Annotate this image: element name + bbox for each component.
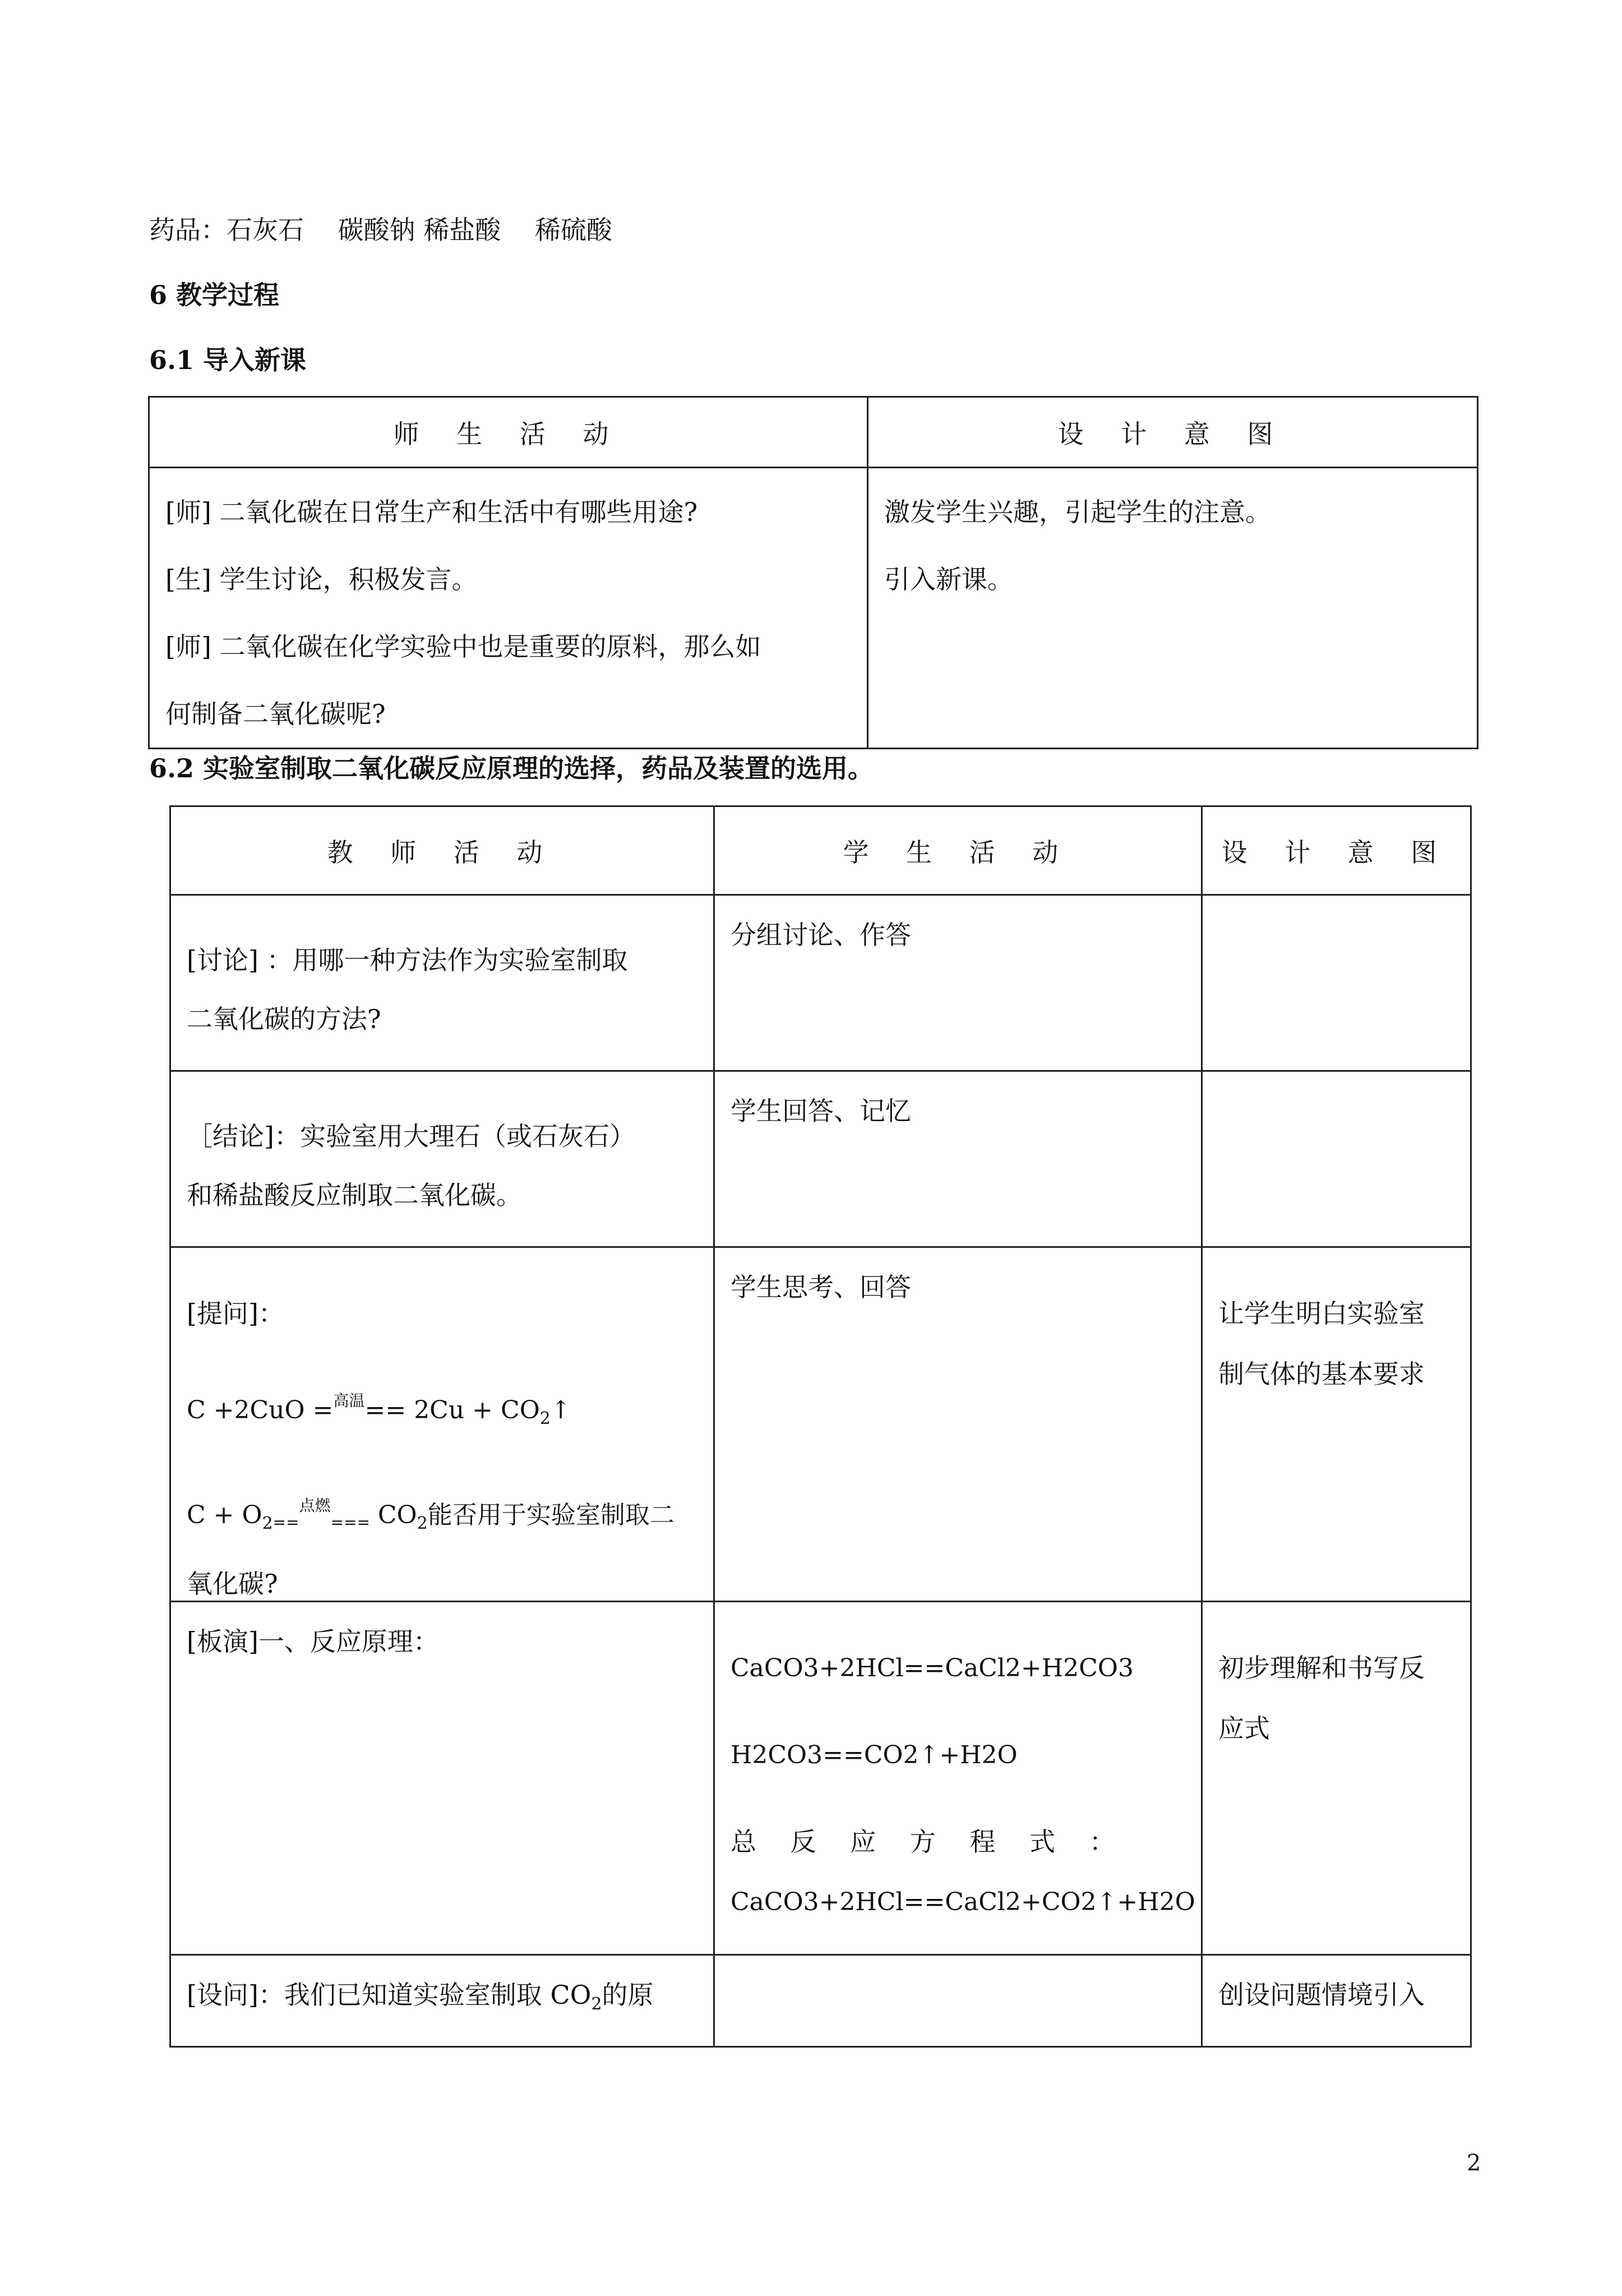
section-6-1-heading: 6.1 导入新课 [149, 345, 307, 375]
teacher-text: ［结论]：实验室用大理石（或石灰石） [187, 1121, 635, 1151]
intent-cell [1202, 1602, 1471, 1955]
section-6-heading: 6 教学过程 [149, 280, 280, 310]
intent-cell [1202, 1071, 1471, 1247]
principle-table [169, 805, 1472, 2048]
student-cell [714, 1071, 1202, 1247]
student-cell [714, 1247, 1202, 1602]
teacher-text: [板演]一、反应原理： [187, 1626, 439, 1657]
student-text: 学生回答、记忆 [731, 1096, 911, 1126]
equation-carbon-copper-oxide: $C +2CuO =^{高温}== 2Cu + CO_2↑$ [187, 1391, 571, 1428]
section-6-2-heading: 6.2 实验室制取二氧化碳反应原理的选择，药品及装置的选用。 [149, 753, 874, 783]
student-cell [714, 895, 1202, 1071]
overall-equation: CaCO3+2HCl==CaCl2+CO2↑+H2O [731, 1888, 1195, 1916]
intro-intent-cell [868, 468, 1478, 749]
intent-text: 创设问题情境引入 [1218, 1980, 1425, 2010]
intro-line-1: [师] 二氧化碳在日常生产和生活中有哪些用途? [165, 497, 698, 527]
teacher-text: 二氧化碳的方法? [187, 1004, 381, 1034]
table-row [170, 1602, 1471, 1955]
teacher-cell [170, 1247, 714, 1602]
teacher-cell [170, 1071, 714, 1247]
intro-table [148, 396, 1478, 749]
table-row [170, 895, 1471, 1071]
student-text: 学生思考、回答 [731, 1272, 911, 1302]
header-design-intent: 设 计 意 图 [868, 397, 1478, 468]
intro-line-3: [师] 二氧化碳在化学实验中也是重要的原料，那么如 [165, 631, 761, 662]
header-teacher-student-activity: 师 生 活 动 [149, 397, 868, 468]
intro-table-row [149, 468, 1478, 749]
page-number: 2 [1467, 2150, 1481, 2176]
intent-text: 初步理解和书写反 [1218, 1653, 1425, 1683]
overall-equation-label: 总 反 应 方 程 式 ： [731, 1827, 1115, 1857]
intent-cell [1202, 1955, 1471, 2047]
teacher-text: 和稀盐酸反应制取二氧化碳。 [187, 1180, 522, 1210]
intro-line-2: [生] 学生讨论，积极发言。 [165, 564, 478, 594]
student-cell [714, 1955, 1202, 2047]
principle-table-header [170, 806, 1471, 895]
intent-text: 制气体的基本要求 [1218, 1359, 1425, 1389]
table-row [170, 1247, 1471, 1602]
intent-text: 应式 [1218, 1713, 1270, 1744]
teacher-cell [170, 895, 714, 1071]
teacher-text: 氧化碳? [187, 1569, 278, 1599]
intro-activity-cell [149, 468, 868, 749]
equation-carbon-oxygen: $C + O_2==^{点燃}=== CO_2$能否用于实验室制取二 [187, 1496, 674, 1533]
equation-step-2: H2CO3==CO2↑+H2O [731, 1741, 1018, 1769]
intent-text: 让学生明白实验室 [1218, 1298, 1425, 1329]
teacher-cell [170, 1602, 714, 1955]
teacher-text: [讨论] ：用哪一种方法作为实验室制取 [187, 945, 628, 975]
equation-step-1: CaCO3+2HCl==CaCl2+H2CO3 [731, 1654, 1134, 1682]
intro-table-header [149, 397, 1478, 468]
question-label: [提问]： [187, 1298, 284, 1329]
intro-intent-line-2: 引入新课。 [884, 564, 1013, 594]
student-text: 分组讨论、作答 [731, 920, 911, 950]
teacher-text: [设问]：我们已知道实验室制取 $CO_2$的原 [187, 1980, 654, 2014]
table-row [170, 1071, 1471, 1247]
header-student-activity: 学 生 活 动 [714, 806, 1202, 895]
drugs-line: 药品：石灰石 碳酸钠 稀盐酸 稀硫酸 [149, 215, 612, 245]
header-teacher-activity: 教 师 活 动 [170, 806, 714, 895]
student-cell [714, 1602, 1202, 1955]
intent-cell [1202, 895, 1471, 1071]
table-row [170, 1955, 1471, 2047]
intent-cell [1202, 1247, 1471, 1602]
intro-line-4: 何制备二氧化碳呢? [165, 699, 386, 729]
header-design-intent-2: 设 计 意 图 [1202, 806, 1471, 895]
intro-intent-line-1: 激发学生兴趣，引起学生的注意。 [884, 497, 1271, 527]
teacher-cell [170, 1955, 714, 2047]
